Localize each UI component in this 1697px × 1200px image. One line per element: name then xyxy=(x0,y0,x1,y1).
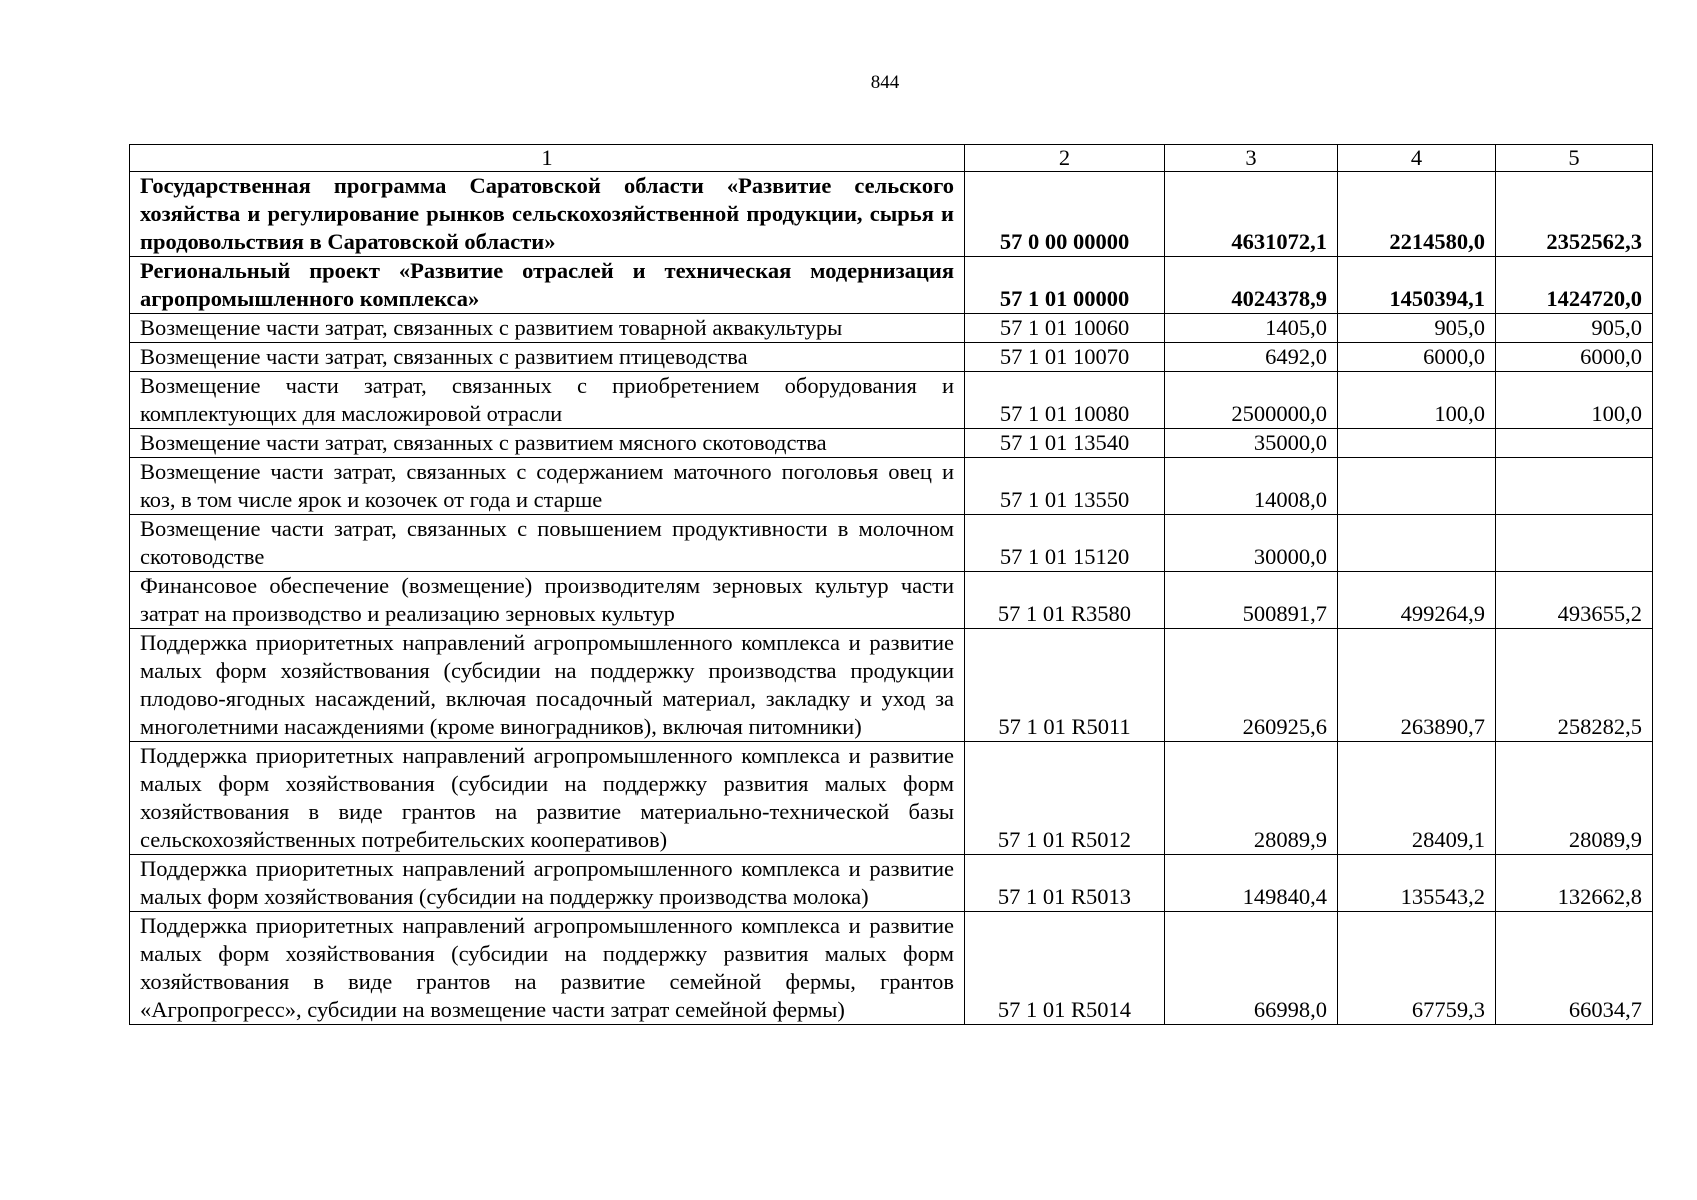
row-value-3-cell: 28089,9 xyxy=(1496,742,1653,855)
table-row xyxy=(130,172,1653,257)
row-value-3-cell: 905,0 xyxy=(1496,314,1653,343)
row-value-2-cell: 67759,3 xyxy=(1338,912,1496,1025)
row-value-1-cell: 149840,4 xyxy=(1165,855,1338,912)
row-value-3-cell xyxy=(1496,515,1653,572)
row-value-3-cell xyxy=(1496,458,1653,515)
row-name-cell: Возмещение части затрат, связанных с содержанием маточного поголовья овец и коз, в том числе ярок и козочек от года и старше xyxy=(130,458,965,515)
row-value-3-cell: 1424720,0 xyxy=(1496,257,1653,314)
row-code-cell: 57 1 01 13550 xyxy=(965,458,1165,515)
row-name-cell: Поддержка приоритетных направлений агропромышленного комплекса и развитие малых форм хозяйствования (субсидии на поддержку развития малых форм хозяйствования в виде грантов на развитие материально-технической базы сельскохозяйственных потребительских кооперативов) xyxy=(130,742,965,855)
row-value-3-cell: 132662,8 xyxy=(1496,855,1653,912)
row-code-cell: 57 1 01 10080 xyxy=(965,372,1165,429)
row-value-1-cell: 66998,0 xyxy=(1165,912,1338,1025)
row-value-3-cell: 493655,2 xyxy=(1496,572,1653,629)
row-value-2-cell: 100,0 xyxy=(1338,372,1496,429)
row-code-cell: 57 0 00 00000 xyxy=(965,172,1165,257)
row-name-cell: Поддержка приоритетных направлений агропромышленного комплекса и развитие малых форм хозяйствования (субсидии на поддержку развития малых форм хозяйствования в виде грантов на развитие семейной фермы, грантов «Агропрогресс», субсидии на возмещение части затрат семейной фермы) xyxy=(130,912,965,1025)
row-value-2-cell: 6000,0 xyxy=(1338,343,1496,372)
row-value-1-cell: 35000,0 xyxy=(1165,429,1338,458)
table-row xyxy=(130,257,1653,314)
row-name-cell: Поддержка приоритетных направлений агропромышленного комплекса и развитие малых форм хозяйствования (субсидии на поддержку производства молока) xyxy=(130,855,965,912)
column-header-1: 1 xyxy=(130,145,965,172)
row-value-1-cell: 1405,0 xyxy=(1165,314,1338,343)
row-name-cell: Возмещение части затрат, связанных с развитием мясного скотоводства xyxy=(130,429,965,458)
row-name-cell: Государственная программа Саратовской области «Развитие сельского хозяйства и регулирование рынков сельскохозяйственной продукции, сырья и продовольствия в Саратовской области» xyxy=(130,172,965,257)
row-value-3-cell xyxy=(1496,429,1653,458)
row-name-cell: Возмещение части затрат, связанных с повышением продуктивности в молочном скотоводстве xyxy=(130,515,965,572)
row-code-cell: 57 1 01 13540 xyxy=(965,429,1165,458)
row-value-2-cell: 499264,9 xyxy=(1338,572,1496,629)
row-code-cell: 57 1 01 R5012 xyxy=(965,742,1165,855)
row-value-2-cell: 905,0 xyxy=(1338,314,1496,343)
row-code-cell: 57 1 01 10060 xyxy=(965,314,1165,343)
table-row xyxy=(130,429,1653,458)
row-value-2-cell xyxy=(1338,458,1496,515)
row-value-1-cell: 6492,0 xyxy=(1165,343,1338,372)
column-header-3: 3 xyxy=(1165,145,1338,172)
table-row xyxy=(130,372,1653,429)
row-value-3-cell: 100,0 xyxy=(1496,372,1653,429)
row-name-cell: Региональный проект «Развитие отраслей и техническая модернизация агропромышленного комплекса» xyxy=(130,257,965,314)
row-name-cell: Возмещение части затрат, связанных с развитием птицеводства xyxy=(130,343,965,372)
row-code-cell: 57 1 01 R5013 xyxy=(965,855,1165,912)
row-value-1-cell: 4631072,1 xyxy=(1165,172,1338,257)
table-row xyxy=(130,742,1653,855)
budget-table xyxy=(129,144,1653,1025)
row-value-2-cell: 28409,1 xyxy=(1338,742,1496,855)
row-name-cell: Возмещение части затрат, связанных с приобретением оборудования и комплектующих для масложировой отрасли xyxy=(130,372,965,429)
row-code-cell: 57 1 01 10070 xyxy=(965,343,1165,372)
row-value-1-cell: 2500000,0 xyxy=(1165,372,1338,429)
row-name-cell: Финансовое обеспечение (возмещение) производителям зерновых культур части затрат на производство и реализацию зерновых культур xyxy=(130,572,965,629)
table-body xyxy=(130,145,1653,1025)
row-value-1-cell: 4024378,9 xyxy=(1165,257,1338,314)
row-value-2-cell xyxy=(1338,429,1496,458)
row-value-3-cell: 258282,5 xyxy=(1496,629,1653,742)
table-row xyxy=(130,912,1653,1025)
row-code-cell: 57 1 01 R5011 xyxy=(965,629,1165,742)
column-number-row xyxy=(130,145,1653,172)
row-name-cell: Поддержка приоритетных направлений агропромышленного комплекса и развитие малых форм хозяйствования (субсидии на поддержку производства продукции плодово-ягодных насаждений, включая посадочный материал, закладку и уход за многолетними насаждениями (кроме виноградников), включая питомники) xyxy=(130,629,965,742)
row-value-3-cell: 2352562,3 xyxy=(1496,172,1653,257)
row-code-cell: 57 1 01 R5014 xyxy=(965,912,1165,1025)
table-row xyxy=(130,458,1653,515)
table-row xyxy=(130,629,1653,742)
row-code-cell: 57 1 01 R3580 xyxy=(965,572,1165,629)
row-value-1-cell: 500891,7 xyxy=(1165,572,1338,629)
table-row xyxy=(130,515,1653,572)
row-code-cell: 57 1 01 15120 xyxy=(965,515,1165,572)
table-row xyxy=(130,855,1653,912)
row-name-cell: Возмещение части затрат, связанных с развитием товарной аквакультуры xyxy=(130,314,965,343)
column-header-5: 5 xyxy=(1496,145,1653,172)
table-row xyxy=(130,314,1653,343)
row-value-2-cell: 1450394,1 xyxy=(1338,257,1496,314)
row-value-1-cell: 30000,0 xyxy=(1165,515,1338,572)
row-value-2-cell: 2214580,0 xyxy=(1338,172,1496,257)
page-number: 844 xyxy=(870,72,900,93)
row-code-cell: 57 1 01 00000 xyxy=(965,257,1165,314)
column-header-4: 4 xyxy=(1338,145,1496,172)
row-value-2-cell: 263890,7 xyxy=(1338,629,1496,742)
row-value-3-cell: 6000,0 xyxy=(1496,343,1653,372)
row-value-1-cell: 14008,0 xyxy=(1165,458,1338,515)
row-value-2-cell xyxy=(1338,515,1496,572)
row-value-3-cell: 66034,7 xyxy=(1496,912,1653,1025)
row-value-1-cell: 260925,6 xyxy=(1165,629,1338,742)
column-header-2: 2 xyxy=(965,145,1165,172)
table-row xyxy=(130,343,1653,372)
table-row xyxy=(130,572,1653,629)
row-value-1-cell: 28089,9 xyxy=(1165,742,1338,855)
row-value-2-cell: 135543,2 xyxy=(1338,855,1496,912)
